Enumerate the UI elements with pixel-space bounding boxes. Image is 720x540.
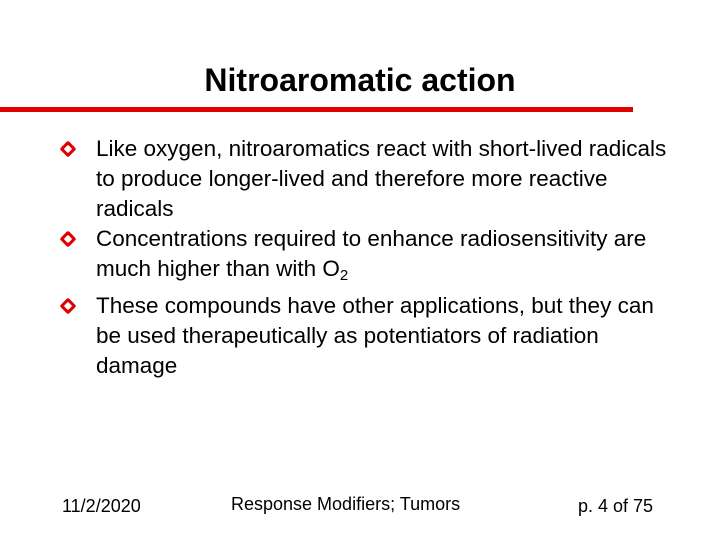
subscript-2: 2 <box>339 267 349 284</box>
footer-title: Response Modifiers; Tumors <box>231 494 461 514</box>
bullet-text: These compounds have other applications, but they can be used therapeutically as potentiators of radiation damage <box>96 293 654 378</box>
bullet-text: Like oxygen, nitroaromatics react with short-lived radicals to produce longer-lived and therefore more reactive radicals <box>96 136 667 221</box>
footer-date: 11/2/2020 <box>62 496 141 516</box>
footer-page-number: p. 4 of 75 <box>578 496 654 516</box>
diamond-bullet-icon <box>60 141 77 158</box>
bullet-item <box>62 291 672 381</box>
diamond-bullet-icon <box>60 298 77 315</box>
bullet-text: Concentrations required to enhance radiosensitivity are much higher than with O <box>96 226 647 281</box>
bullet-list <box>62 134 672 381</box>
diamond-bullet-icon <box>60 231 77 248</box>
bullet-item <box>62 224 672 291</box>
slide-title: Nitroaromatic action <box>204 62 516 98</box>
title-underline <box>0 107 633 112</box>
bullet-item <box>62 134 672 224</box>
